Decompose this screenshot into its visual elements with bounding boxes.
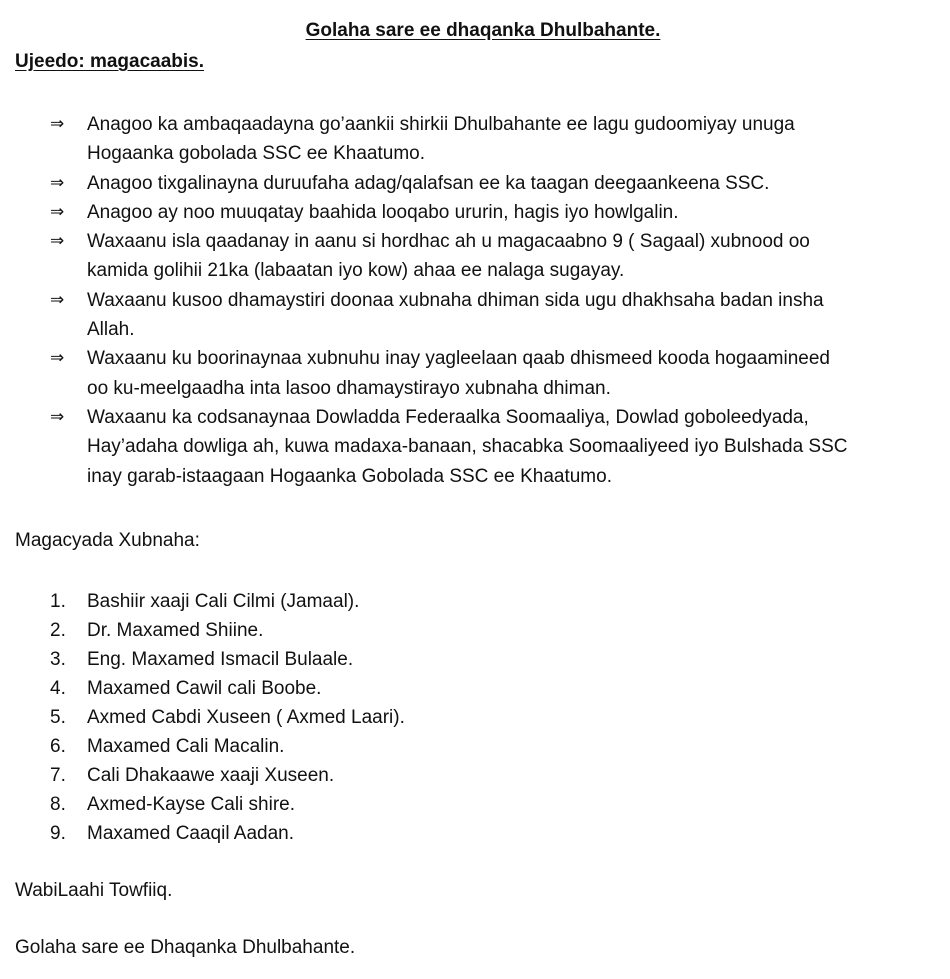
member-name: Dr. Maxamed Shiine. — [87, 620, 264, 641]
member-number: 3. — [50, 649, 66, 670]
resolution-point-text: Hogaanka gobolada SSC ee Khaatumo. — [87, 143, 426, 165]
purpose-heading: Ujeedo: magacaabis. — [15, 51, 205, 72]
resolution-point-text: oo ku-meelgaadha inta lasoo dhamaystirayo xubnaha dhiman. — [87, 377, 611, 399]
document-title: Golaha sare ee dhaqanka Dhulbahante. — [305, 20, 661, 41]
arrow-bullet-icon: ⇒ — [50, 201, 65, 222]
member-number: 4. — [50, 678, 66, 699]
members-list — [0, 587, 950, 848]
arrow-bullet-icon: ⇒ — [50, 348, 65, 369]
member-name: Eng. Maxamed Ismacil Bulaale. — [87, 649, 354, 670]
member-number: 6. — [50, 736, 66, 757]
resolution-point-text: Waxaanu ka codsanaynaa Dowladda Federaalka Soomaaliya, Dowlad goboleedyada, — [87, 406, 809, 428]
member-list-item — [0, 732, 950, 761]
member-list-item — [0, 761, 950, 790]
arrow-bullet-icon: ⇒ — [50, 231, 65, 252]
resolution-point-text: Hay’adaha dowliga ah, kuwa madaxa-banaan, shacabka Soomaaliyeed iyo Bulshada SSC — [87, 436, 848, 458]
member-name: Bashiir xaaji Cali Cilmi (Jamaal). — [87, 591, 360, 612]
resolution-point — [0, 227, 950, 286]
member-name: Maxamed Cawil cali Boobe. — [87, 678, 322, 699]
signature-line: Golaha sare ee Dhaqanka Dhulbahante. — [15, 937, 356, 958]
member-name: Maxamed Cali Macalin. — [87, 736, 285, 757]
member-number: 1. — [50, 591, 66, 612]
member-name: Axmed-Kayse Cali shire. — [87, 794, 296, 815]
member-name: Axmed Cabdi Xuseen ( Axmed Laari). — [87, 707, 405, 728]
member-number: 5. — [50, 707, 66, 728]
resolution-point — [0, 344, 950, 403]
members-heading: Magacyada Xubnaha: — [15, 530, 200, 551]
arrow-bullet-icon: ⇒ — [50, 289, 65, 310]
resolution-point-text: kamida golihii 21ka (labaatan iyo kow) ahaa ee nalaga sugayay. — [87, 260, 625, 282]
arrow-bullet-icon: ⇒ — [50, 172, 65, 193]
member-number: 9. — [50, 823, 66, 844]
resolution-point-text: Anagoo ka ambaqaadayna go’aankii shirkii Dhulbahante ee lagu gudoomiyay unuga — [87, 114, 795, 135]
member-number: 7. — [50, 765, 66, 786]
member-list-item — [0, 587, 950, 616]
resolution-point-text: inay garab-istaagaan Hogaanka Gobolada SSC ee Khaatumo. — [87, 465, 612, 487]
resolution-point — [0, 286, 950, 345]
resolution-point — [0, 198, 950, 227]
member-name: Maxamed Caaqil Aadan. — [87, 823, 295, 844]
arrow-bullet-icon: ⇒ — [50, 406, 65, 427]
resolution-point — [0, 169, 950, 198]
resolution-point — [0, 110, 950, 169]
member-list-item — [0, 819, 950, 848]
member-list-item — [0, 703, 950, 732]
resolution-point-text: Waxaanu ku boorinaynaa xubnuhu inay yagleelaan qaab dhismeed kooda hogaamineed — [87, 348, 830, 370]
closing-line: WabiLaahi Towfiiq. — [15, 880, 173, 901]
resolution-points-list — [0, 110, 950, 491]
resolution-point-text: Waxaanu kusoo dhamaystiri doonaa xubnaha dhiman sida ugu dhakhsaha badan insha — [87, 289, 824, 311]
resolution-point — [0, 403, 950, 491]
member-number: 8. — [50, 794, 66, 815]
member-list-item — [0, 790, 950, 819]
arrow-bullet-icon: ⇒ — [50, 114, 65, 134]
resolution-point-text: Waxaanu isla qaadanay in aanu si hordhac ah u magacaabno 9 ( Sagaal) xubnood oo — [87, 231, 810, 253]
resolution-point-text: Anagoo ay noo muuqatay baahida looqabo ururin, hagis iyo howlgalin. — [87, 201, 679, 223]
member-number: 2. — [50, 620, 66, 641]
member-list-item — [0, 645, 950, 674]
resolution-point-text: Anagoo tixgalinayna duruufaha adag/qalafsan ee ka taagan deegaankeena SSC. — [87, 172, 770, 194]
resolution-point-text: Allah. — [87, 319, 135, 341]
member-list-item — [0, 616, 950, 645]
member-name: Cali Dhakaawe xaaji Xuseen. — [87, 765, 335, 786]
member-list-item — [0, 674, 950, 703]
